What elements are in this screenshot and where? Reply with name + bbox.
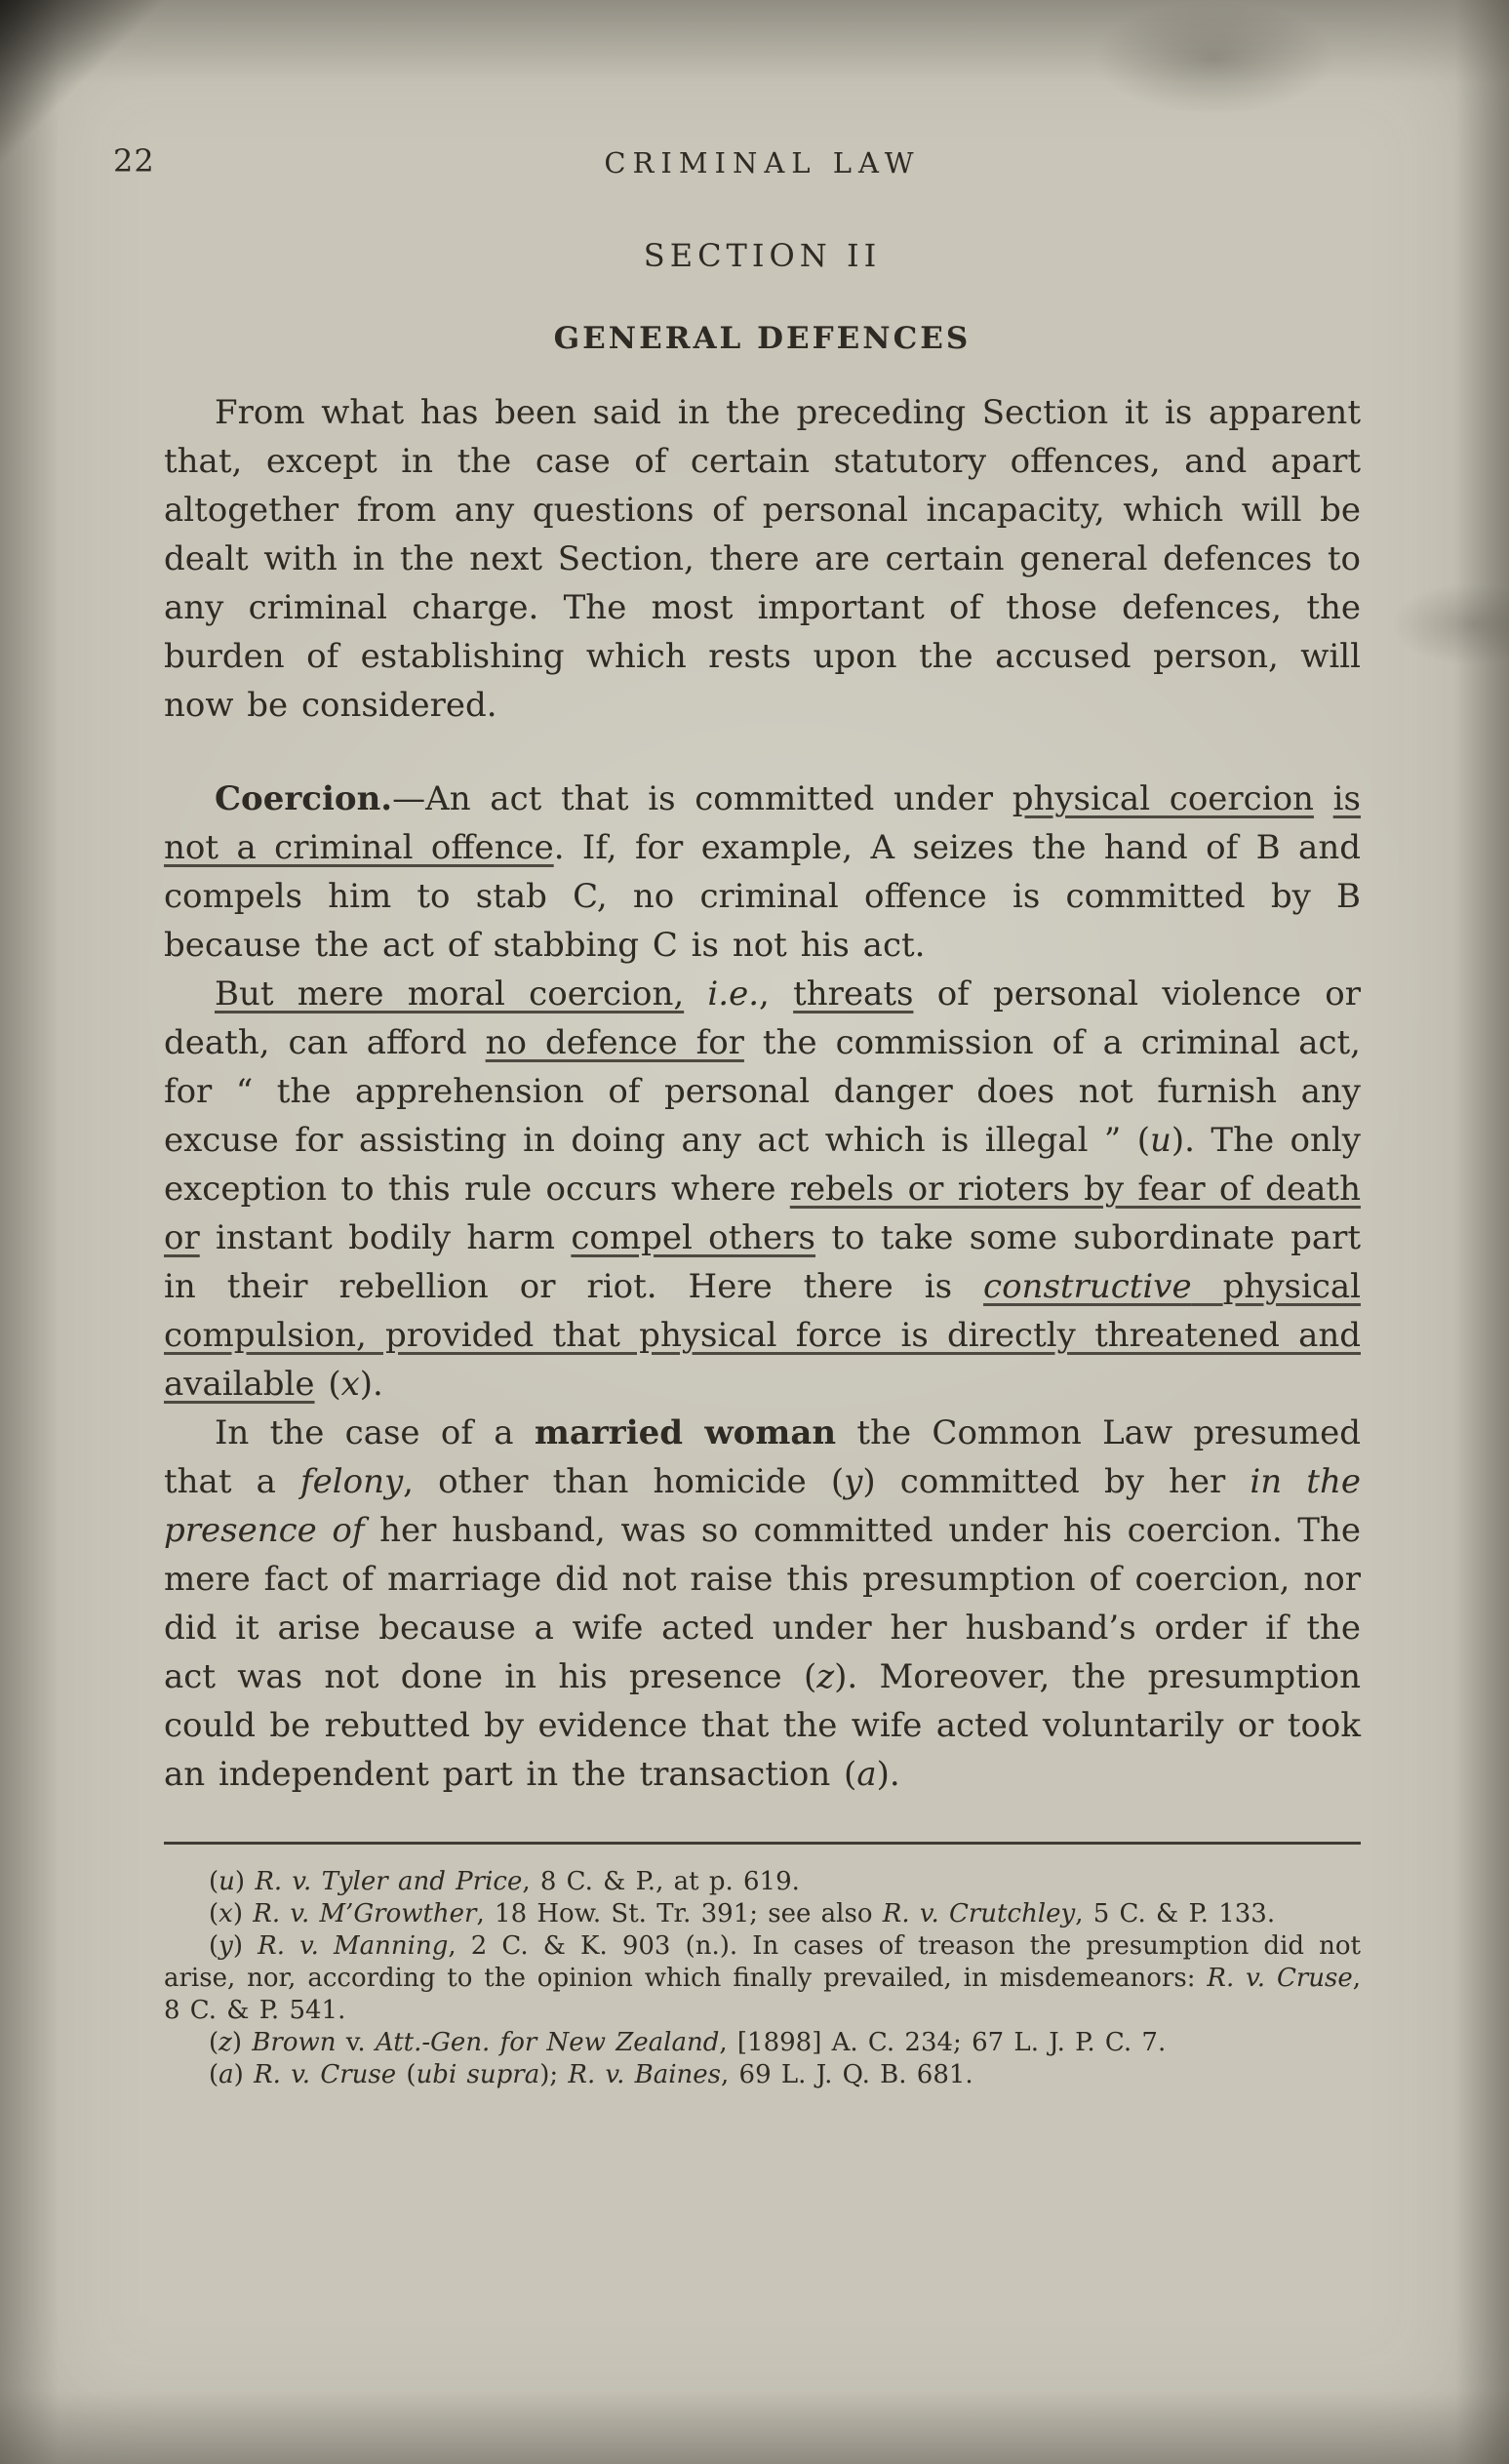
- text-run: . If, for example, A seizes the hand of B and compels him to stab C, no criminal offence is committed by B because the act of stabbing C is not his act.: [164, 828, 1361, 965]
- footnote: [164, 1930, 1361, 2027]
- text-run: rebels or rioters by fear of death or: [164, 1170, 1361, 1257]
- text-run: , [1898] A. C. 234; 67 L. J. P. C. 7.: [719, 2028, 1167, 2057]
- text-run: physical compulsion, provided that physical force is directly threatened and available: [164, 1267, 1362, 1404]
- text-run: ): [231, 2028, 253, 2057]
- text-run: y: [844, 1462, 863, 1501]
- text-run: R. v. Crutchley: [882, 1899, 1076, 1928]
- text-run: ).: [359, 1365, 383, 1404]
- footnote: [164, 1866, 1361, 1898]
- text-run: Brown: [252, 2028, 337, 2057]
- text-run: in the presence of: [164, 1462, 1361, 1550]
- text-run: z: [816, 1657, 835, 1696]
- text-run: a: [218, 2060, 234, 2089]
- text-run: From what has been said in the preceding Section it is apparent that, except in the case of certain statutory offences, and apart altogether from any questions of personal incapacity, which will be dealt with in the next Section, there are certain general defences to any criminal charge. The most important of those defences, the burden of establishing which rests upon the accused person, will now be considered.: [164, 393, 1361, 725]
- text-run: i.e.: [707, 974, 760, 1013]
- text-run: , 8 C. & P. 541.: [164, 1964, 1362, 2025]
- text-run: (: [314, 1365, 341, 1404]
- text-run: ).: [876, 1755, 900, 1794]
- text-run: , 5 C. & P. 133.: [1075, 1899, 1276, 1928]
- text-run: y: [218, 1931, 233, 1961]
- text-run: x: [340, 1365, 360, 1404]
- text-run: R. v. Cruse: [1207, 1964, 1353, 1993]
- text-run: , 8 C. & P., at p. 619.: [522, 1867, 800, 1896]
- text-run: R. v. M’Growther: [253, 1899, 477, 1928]
- text-run: x: [218, 1899, 233, 1928]
- text-run: of personal violence or death, can afford: [164, 974, 1361, 1062]
- text-run: , 18 How. St. Tr. 391; see also: [476, 1899, 883, 1928]
- text-run: , 69 L. J. Q. B. 681.: [721, 2060, 973, 2089]
- text-run: R. v. Cruse: [254, 2060, 397, 2089]
- text-run: , 2 C. & K. 903 (n.). In cases of treason the presumption did not arise, nor, according to the opinion which finally prevailed, in misdemeanors:: [164, 1931, 1361, 1993]
- text-run: Att.-Gen. for New Zealand: [375, 2028, 720, 2057]
- text-run: ): [232, 1899, 254, 1928]
- text-run: R. v. Tyler and Price: [255, 1867, 523, 1896]
- text-run: u: [1149, 1121, 1171, 1160]
- section-heading: SECTION II: [643, 237, 882, 274]
- text-run: ) committed by her: [862, 1462, 1251, 1501]
- chapter-title: GENERAL DEFENCES: [553, 321, 972, 356]
- paragraph: [164, 970, 1361, 1409]
- footnotes: [164, 1866, 1361, 2091]
- text-run: (: [209, 2060, 219, 2089]
- text-column: [164, 0, 1361, 2091]
- text-run: ): [233, 2060, 255, 2089]
- paragraph: [164, 388, 1361, 730]
- text-run: );: [539, 2060, 569, 2089]
- text-run: ): [232, 1931, 258, 1961]
- text-run: ,: [759, 974, 794, 1013]
- text-run: is not a criminal offence: [164, 779, 1361, 867]
- text-run: to take some subordinate part in their rebellion or riot. Here there is: [164, 1218, 1362, 1306]
- text-run: ubi supra: [416, 2060, 540, 2089]
- text-run: the Common Law presumed that a: [164, 1413, 1361, 1501]
- text-run: u: [218, 1867, 235, 1896]
- text-run: [684, 974, 707, 1013]
- text-run: no defence for: [485, 1023, 744, 1062]
- paragraph: [164, 1409, 1361, 1799]
- text-run: ). The only exception to this rule occurs where: [164, 1121, 1361, 1209]
- page-number: 22: [113, 142, 155, 179]
- text-run: (: [209, 1899, 219, 1928]
- text-run: physical coercion: [1012, 779, 1314, 818]
- text-run: , other than homicide (: [403, 1462, 845, 1501]
- text-run: ). Moreover, the presumption could be rebutted by evidence that the wife acted voluntarily or took an independent part in the transaction (: [164, 1657, 1361, 1794]
- text-run: In the case of a: [215, 1413, 535, 1452]
- text-run: But mere moral coercion,: [215, 974, 685, 1013]
- footnote: [164, 2027, 1361, 2059]
- text-run: v.: [336, 2028, 376, 2057]
- text-run: (: [209, 2028, 219, 2057]
- text-run: felony: [300, 1462, 404, 1501]
- text-run: her husband, was so committed under his coercion. The mere fact of marriage did not raise this presumption of coercion, nor did it arise because a wife acted under her husband’s order if the act was not done in his presence (: [164, 1511, 1361, 1696]
- text-run: ): [234, 1867, 256, 1896]
- text-run: (: [209, 1931, 219, 1961]
- running-head: CRIMINAL LAW: [604, 146, 921, 179]
- text-run: R. v. Baines: [568, 2060, 722, 2089]
- footnote-rule: [164, 1842, 1361, 1845]
- text-run: —An act that is committed under: [392, 779, 1013, 818]
- text-run: [1314, 779, 1333, 818]
- paragraph: [164, 775, 1361, 970]
- body-paragraphs: [164, 388, 1361, 1799]
- text-run: compel others: [571, 1218, 816, 1257]
- text-run: z: [218, 2028, 232, 2057]
- text-run: instant bodily harm: [199, 1218, 572, 1257]
- text-run: Coercion.: [215, 779, 393, 818]
- text-run: a: [856, 1755, 877, 1794]
- text-run: threats: [793, 974, 914, 1013]
- footnote: [164, 2059, 1361, 2091]
- text-run: (: [209, 1867, 219, 1896]
- text-run: married woman: [534, 1413, 837, 1452]
- text-run: R. v. Manning: [258, 1931, 449, 1961]
- text-run: (: [396, 2060, 417, 2089]
- footnote: [164, 1898, 1361, 1930]
- text-run: [1192, 1267, 1223, 1306]
- text-run: the commission of a criminal act, for “ the apprehension of personal danger does not furnish any excuse for assisting in doing any act which is illegal ” (: [164, 1023, 1361, 1160]
- text-run: constructive: [983, 1267, 1192, 1306]
